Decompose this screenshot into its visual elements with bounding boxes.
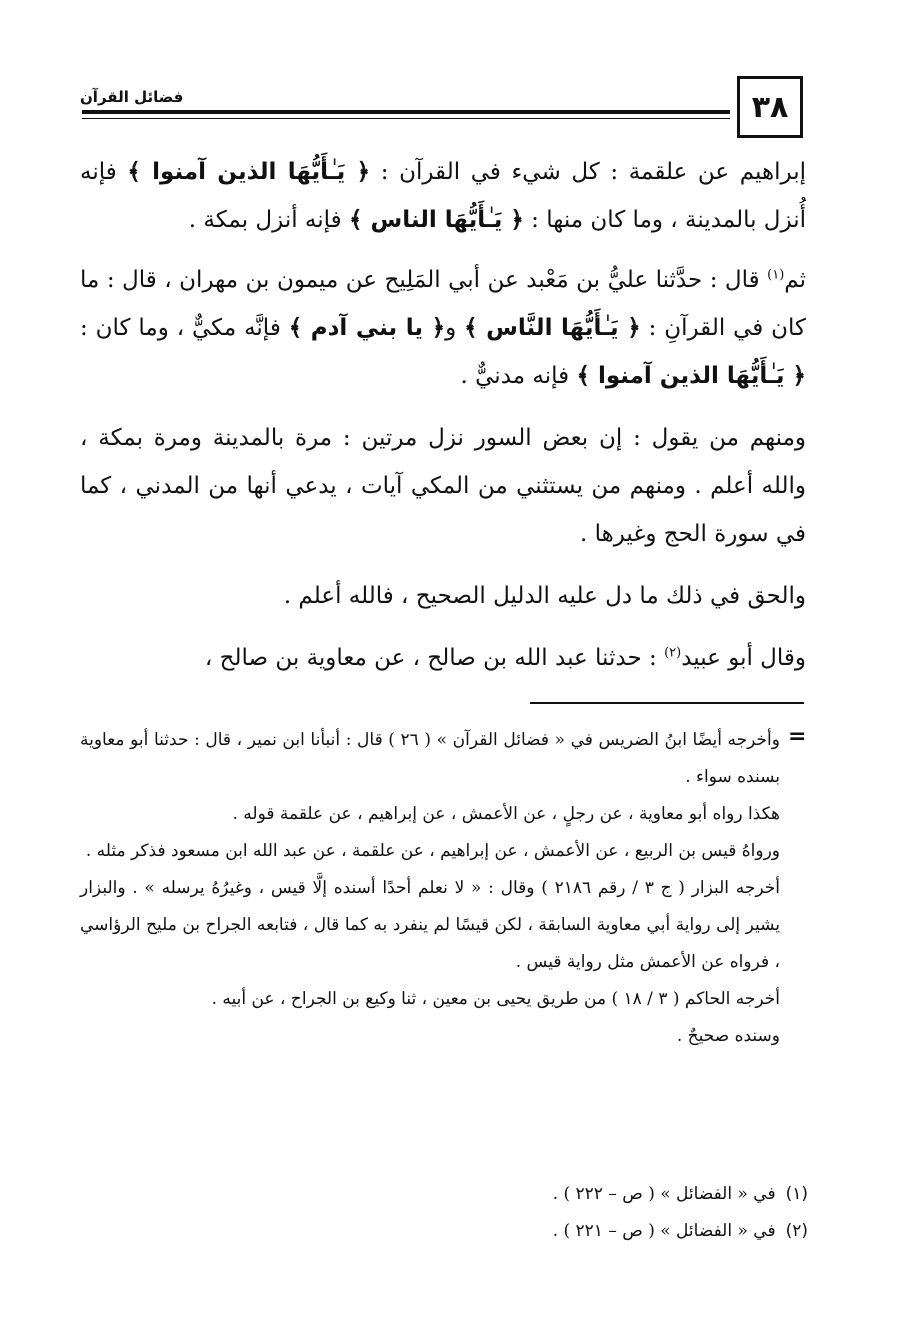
footnote-line: وأخرجه أيضًا ابنُ الضريس في « فضائل القرآن » ( ٢٦ ) قال : أنبأنا ابن نمير ، قال : حدثنا أبو معاوية بسنده سواء .	[80, 730, 780, 787]
text-span: فإنه مدنيٌّ .	[460, 363, 577, 389]
text-span: فإنه أنزل بمكة .	[188, 207, 349, 233]
paragraph-1	[80, 148, 806, 244]
text-span: ثم	[784, 267, 806, 293]
footnote-number: (١)	[785, 1184, 808, 1204]
footnote-separator	[530, 702, 804, 704]
footnote-1	[80, 1176, 808, 1213]
footnote-line: ورواهُ قيس بن الربيع ، عن الأعمش ، عن إبراهيم ، عن علقمة ، عن عبد الله ابن مسعود فذكر مثله .	[85, 841, 780, 861]
footnote-ref-1[interactable]: (١)	[767, 267, 785, 283]
footnote-number: (٢)	[785, 1221, 808, 1241]
paragraph-5	[80, 634, 806, 682]
footnote-text: في « الفضائل » ( ص – ٢٢١ ) .	[552, 1221, 776, 1241]
header-rule	[82, 110, 730, 114]
quran-verse: ﴿ يَـٰأَيُّهَا الذين آمنوا ﴾	[576, 363, 806, 389]
footnote-line: أخرجه الحاكم ( ٣ / ١٨ ) من طريق يحيى بن معين ، ثنا وكيع بن الجراح ، عن أبيه .	[211, 989, 780, 1009]
quran-verse: ﴿ يَـٰأَيُّهَا الذين آمنوا ﴾	[127, 159, 371, 185]
footnotes-continued	[80, 722, 780, 1055]
text-span: وقال أبو عبيد	[681, 645, 806, 671]
footnote-ref-2[interactable]: (٢)	[664, 645, 682, 661]
text-span: إبراهيم عن علقمة : كل شيء في القرآن :	[370, 159, 807, 185]
text-span: فإنه أُنزل بالمدينة ، وما كان منها :	[80, 159, 806, 233]
paragraph-4: والحق في ذلك ما دل عليه الدليل الصحيح ، فالله أعلم .	[283, 583, 806, 609]
footnote-line: وسنده صحيحٌ .	[676, 1026, 780, 1046]
main-text	[80, 148, 806, 696]
quran-verse: ﴿ يَـٰأَيُّهَا النَّاس ﴾	[464, 315, 641, 341]
header-rule-thin	[82, 118, 730, 119]
running-title: فضائل القرآن	[80, 88, 184, 106]
footnote-text: في « الفضائل » ( ص – ٢٢٢ ) .	[552, 1184, 776, 1204]
numbered-footnotes	[80, 1176, 808, 1250]
footnote-line: أخرجه البزار ( ج ٣ / رقم ٢١٨٦ ) وقال : « لا نعلم أحدًا أسنده إلَّا قيس ، وغيرُهُ يرسله » . والبزار يشير إلى رواية أبي معاوية السابقة ، لكن قيسًا لم ينفرد به كما قال ، فتابعه الجراح بن مليح الرؤاسي ، فرواه عن الأعمش مثل رواية قيس .	[80, 878, 780, 972]
quran-verse: ﴿ يا بني آدم ﴾	[288, 315, 446, 341]
page-number: ٣٨	[737, 76, 803, 138]
text-span: : حدثنا عبد الله بن صالح ، عن معاوية بن صالح ،	[204, 645, 665, 671]
footnote-2	[80, 1213, 808, 1250]
text-span: و	[445, 315, 465, 341]
text-span: قال : حدَّثنا عليُّ بن مَعْبد عن أبي المَلِيح عن ميمون بن مهران ، قال : ما كان في القرآنِ :	[80, 267, 806, 341]
paragraph-3: ومنهم من يقول : إن بعض السور نزل مرتين : مرة بالمدينة ومرة بمكة ، والله أعلم . ومنهم من يستثني من المكي آيات ، يدعي أنها من المدني ، كما في سورة الحج وغيرها .	[80, 425, 806, 547]
continuation-mark: =	[788, 724, 807, 749]
quran-verse: ﴿ يَـٰأَيُّهَا الناس ﴾	[348, 207, 524, 233]
text-span: فإنَّه مكيٌّ ، وما كان :	[80, 315, 289, 341]
paragraph-2	[80, 256, 806, 400]
footnote-line: هكذا رواه أبو معاوية ، عن رجلٍ ، عن الأعمش ، عن إبراهيم ، عن علقمة قوله .	[232, 804, 780, 824]
